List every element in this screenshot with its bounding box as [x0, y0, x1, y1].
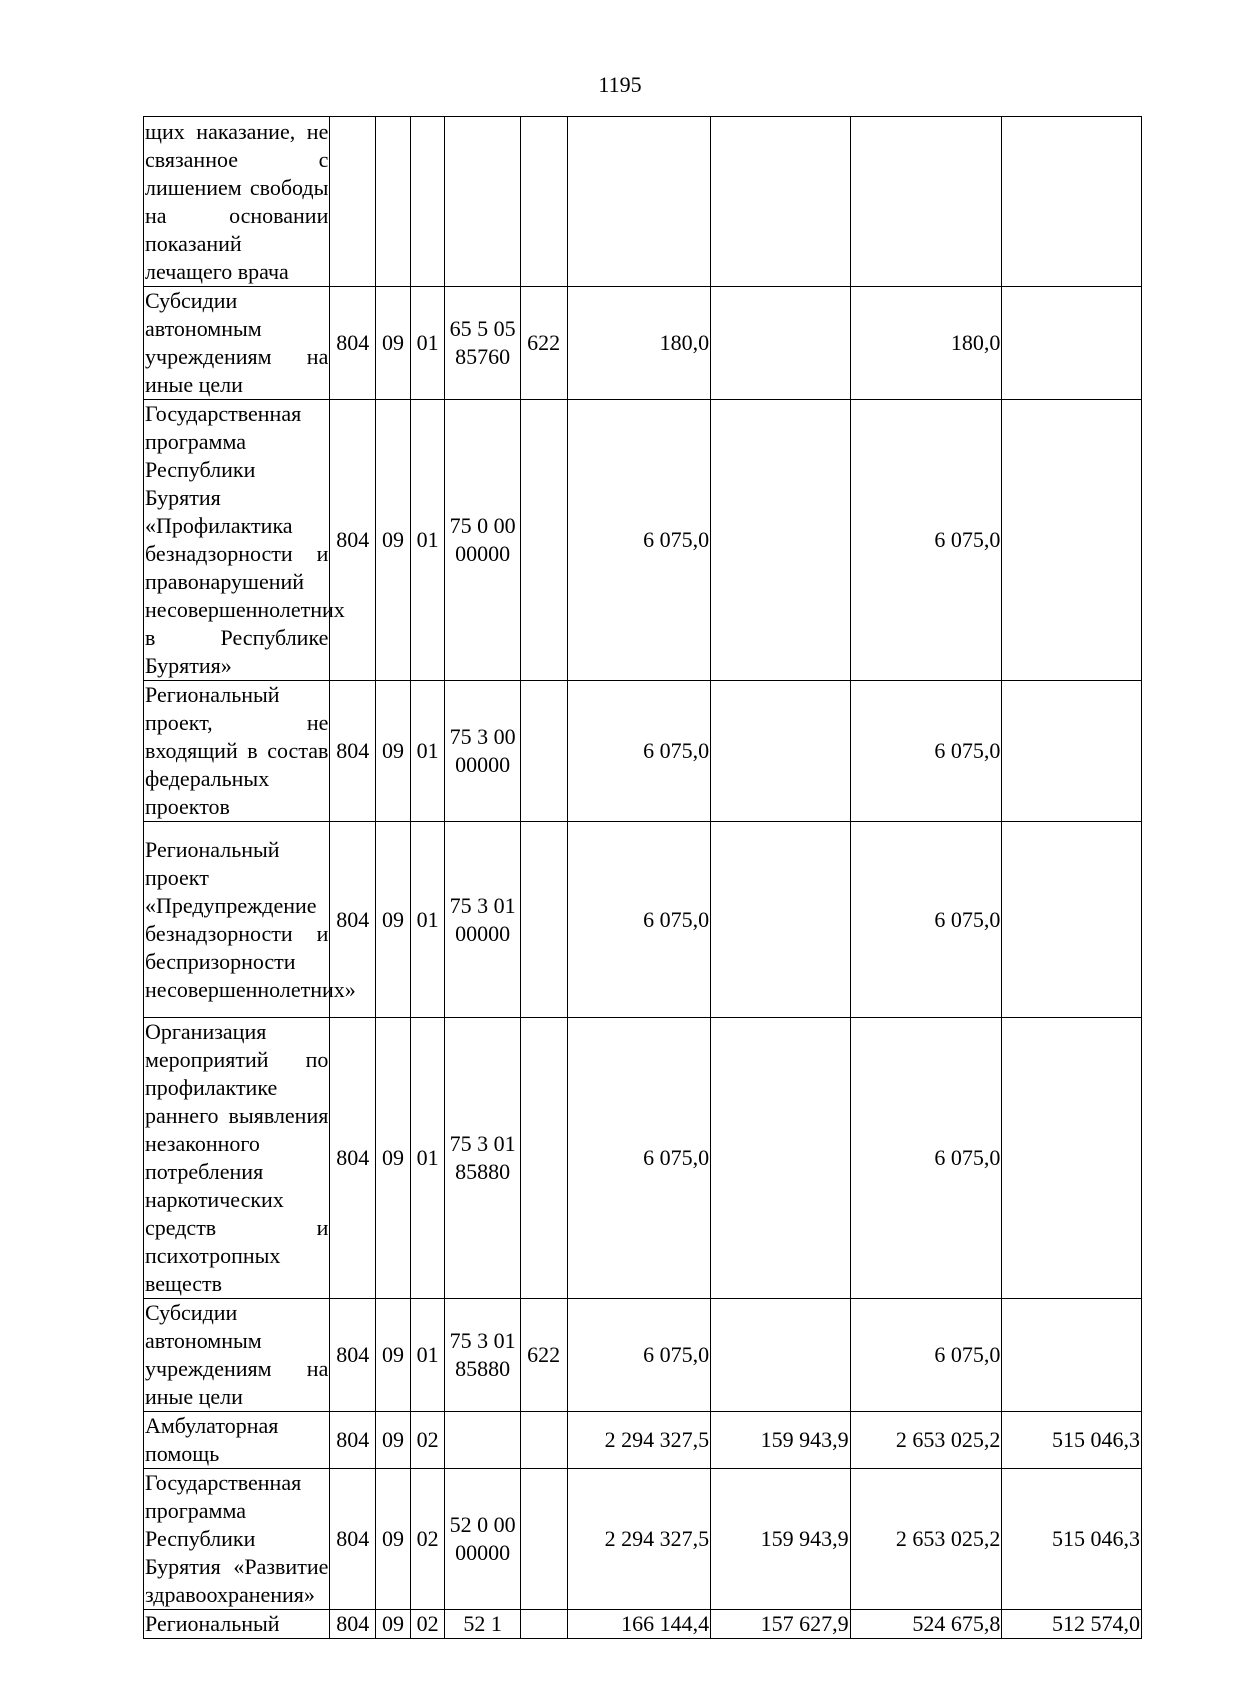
cell-ved: 804: [330, 1610, 376, 1639]
cell-rz: 09: [376, 681, 411, 822]
cell-v3: 6 075,0: [850, 822, 1002, 1018]
cell-pr: [410, 117, 445, 287]
cell-ved: 804: [330, 1299, 376, 1412]
cell-vr: 622: [520, 1299, 567, 1412]
table-row: [144, 1469, 1142, 1610]
cell-vr: [520, 1469, 567, 1610]
cell-rz: 09: [376, 822, 411, 1018]
cell-v4: 512 574,0: [1002, 1610, 1142, 1639]
cell-rz: 09: [376, 287, 411, 400]
cell-ved: 804: [330, 1018, 376, 1299]
cell-v1: 6 075,0: [567, 1018, 711, 1299]
cell-v4: [1002, 1299, 1142, 1412]
cell-ved: [330, 117, 376, 287]
cell-name: Государственная программа Республики Бурятия «Развитие здравоохранения»: [144, 1469, 330, 1610]
table-row: [144, 1610, 1142, 1639]
table-row: [144, 1018, 1142, 1299]
table-row: [144, 117, 1142, 287]
table-row: [144, 822, 1142, 1018]
cell-v2: [711, 400, 851, 681]
cell-v2: [711, 1018, 851, 1299]
cell-ved: 804: [330, 287, 376, 400]
cell-vr: [520, 1412, 567, 1469]
cell-csr: [445, 117, 520, 287]
cell-v2: [711, 681, 851, 822]
cell-ved: 804: [330, 822, 376, 1018]
cell-v3: 524 675,8: [850, 1610, 1002, 1639]
cell-name: Амбулаторная помощь: [144, 1412, 330, 1469]
cell-v2: [711, 117, 851, 287]
cell-v4: [1002, 117, 1142, 287]
cell-v3: 2 653 025,2: [850, 1412, 1002, 1469]
cell-v3: 2 653 025,2: [850, 1469, 1002, 1610]
cell-name: щих наказание, не связанное с лишением свободы на основании показаний лечащего врача: [144, 117, 330, 287]
cell-csr: 75 3 01 85880: [445, 1299, 520, 1412]
cell-rz: [376, 117, 411, 287]
cell-pr: 01: [410, 287, 445, 400]
cell-v3: 6 075,0: [850, 400, 1002, 681]
cell-csr: 75 3 00 00000: [445, 681, 520, 822]
cell-v1: 2 294 327,5: [567, 1412, 711, 1469]
cell-v2: 159 943,9: [711, 1412, 851, 1469]
cell-v4: [1002, 400, 1142, 681]
cell-csr: 52 0 00 00000: [445, 1469, 520, 1610]
cell-v4: 515 046,3: [1002, 1412, 1142, 1469]
cell-v2: 159 943,9: [711, 1469, 851, 1610]
cell-ved: 804: [330, 681, 376, 822]
cell-csr: 52 1: [445, 1610, 520, 1639]
cell-v4: [1002, 287, 1142, 400]
cell-v3: 180,0: [850, 287, 1002, 400]
cell-v1: 180,0: [567, 287, 711, 400]
cell-v3: 6 075,0: [850, 681, 1002, 822]
cell-vr: [520, 681, 567, 822]
cell-v3: [850, 117, 1002, 287]
cell-v4: [1002, 1018, 1142, 1299]
cell-v4: 515 046,3: [1002, 1469, 1142, 1610]
cell-pr: 01: [410, 822, 445, 1018]
cell-name: Организация мероприятий по профилактике раннего выявления незаконного потребления наркотических средств и психотропных веществ: [144, 1018, 330, 1299]
cell-csr: 65 5 05 85760: [445, 287, 520, 400]
cell-csr: 75 3 01 85880: [445, 1018, 520, 1299]
cell-name: Субсидии автономным учреждениям на иные цели: [144, 287, 330, 400]
cell-v1: 6 075,0: [567, 822, 711, 1018]
cell-v1: 2 294 327,5: [567, 1469, 711, 1610]
table-row: [144, 400, 1142, 681]
cell-v3: 6 075,0: [850, 1018, 1002, 1299]
cell-vr: [520, 822, 567, 1018]
cell-v4: [1002, 822, 1142, 1018]
cell-vr: [520, 1610, 567, 1639]
cell-pr: 02: [410, 1412, 445, 1469]
cell-name: Субсидии автономным учреждениям на иные цели: [144, 1299, 330, 1412]
cell-name: Региональный проект «Предупреждение безнадзорности и беспризорности несовершеннолетних»: [144, 822, 330, 1018]
cell-ved: 804: [330, 1469, 376, 1610]
cell-v1: 6 075,0: [567, 681, 711, 822]
cell-v1: 6 075,0: [567, 400, 711, 681]
table-row: [144, 1299, 1142, 1412]
cell-v2: 157 627,9: [711, 1610, 851, 1639]
cell-rz: 09: [376, 1610, 411, 1639]
cell-v3: 6 075,0: [850, 1299, 1002, 1412]
cell-rz: 09: [376, 1469, 411, 1610]
cell-pr: 01: [410, 1299, 445, 1412]
cell-ved: 804: [330, 1412, 376, 1469]
cell-v2: [711, 287, 851, 400]
table-row: [144, 681, 1142, 822]
cell-pr: 02: [410, 1469, 445, 1610]
cell-v2: [711, 1299, 851, 1412]
cell-name: Государственная программа Республики Бурятия «Профилактика безнадзорности и правонарушений несовершеннолетних в Республике Бурятия»: [144, 400, 330, 681]
cell-vr: 622: [520, 287, 567, 400]
page-number: 1195: [598, 72, 642, 97]
cell-vr: [520, 400, 567, 681]
table-row: [144, 287, 1142, 400]
cell-vr: [520, 117, 567, 287]
cell-pr: 01: [410, 400, 445, 681]
cell-pr: 01: [410, 1018, 445, 1299]
cell-v1: 166 144,4: [567, 1610, 711, 1639]
cell-rz: 09: [376, 1299, 411, 1412]
cell-ved: 804: [330, 400, 376, 681]
cell-rz: 09: [376, 1412, 411, 1469]
cell-csr: 75 0 00 00000: [445, 400, 520, 681]
cell-v2: [711, 822, 851, 1018]
cell-rz: 09: [376, 400, 411, 681]
cell-vr: [520, 1018, 567, 1299]
cell-name: Региональный проект, не входящий в состав федеральных проектов: [144, 681, 330, 822]
table-row: [144, 1412, 1142, 1469]
cell-v1: [567, 117, 711, 287]
cell-rz: 09: [376, 1018, 411, 1299]
cell-v4: [1002, 681, 1142, 822]
cell-pr: 02: [410, 1610, 445, 1639]
cell-v1: 6 075,0: [567, 1299, 711, 1412]
cell-pr: 01: [410, 681, 445, 822]
cell-name: Региональный: [144, 1610, 330, 1639]
budget-table: [143, 116, 1142, 1639]
cell-csr: [445, 1412, 520, 1469]
cell-csr: 75 3 01 00000: [445, 822, 520, 1018]
